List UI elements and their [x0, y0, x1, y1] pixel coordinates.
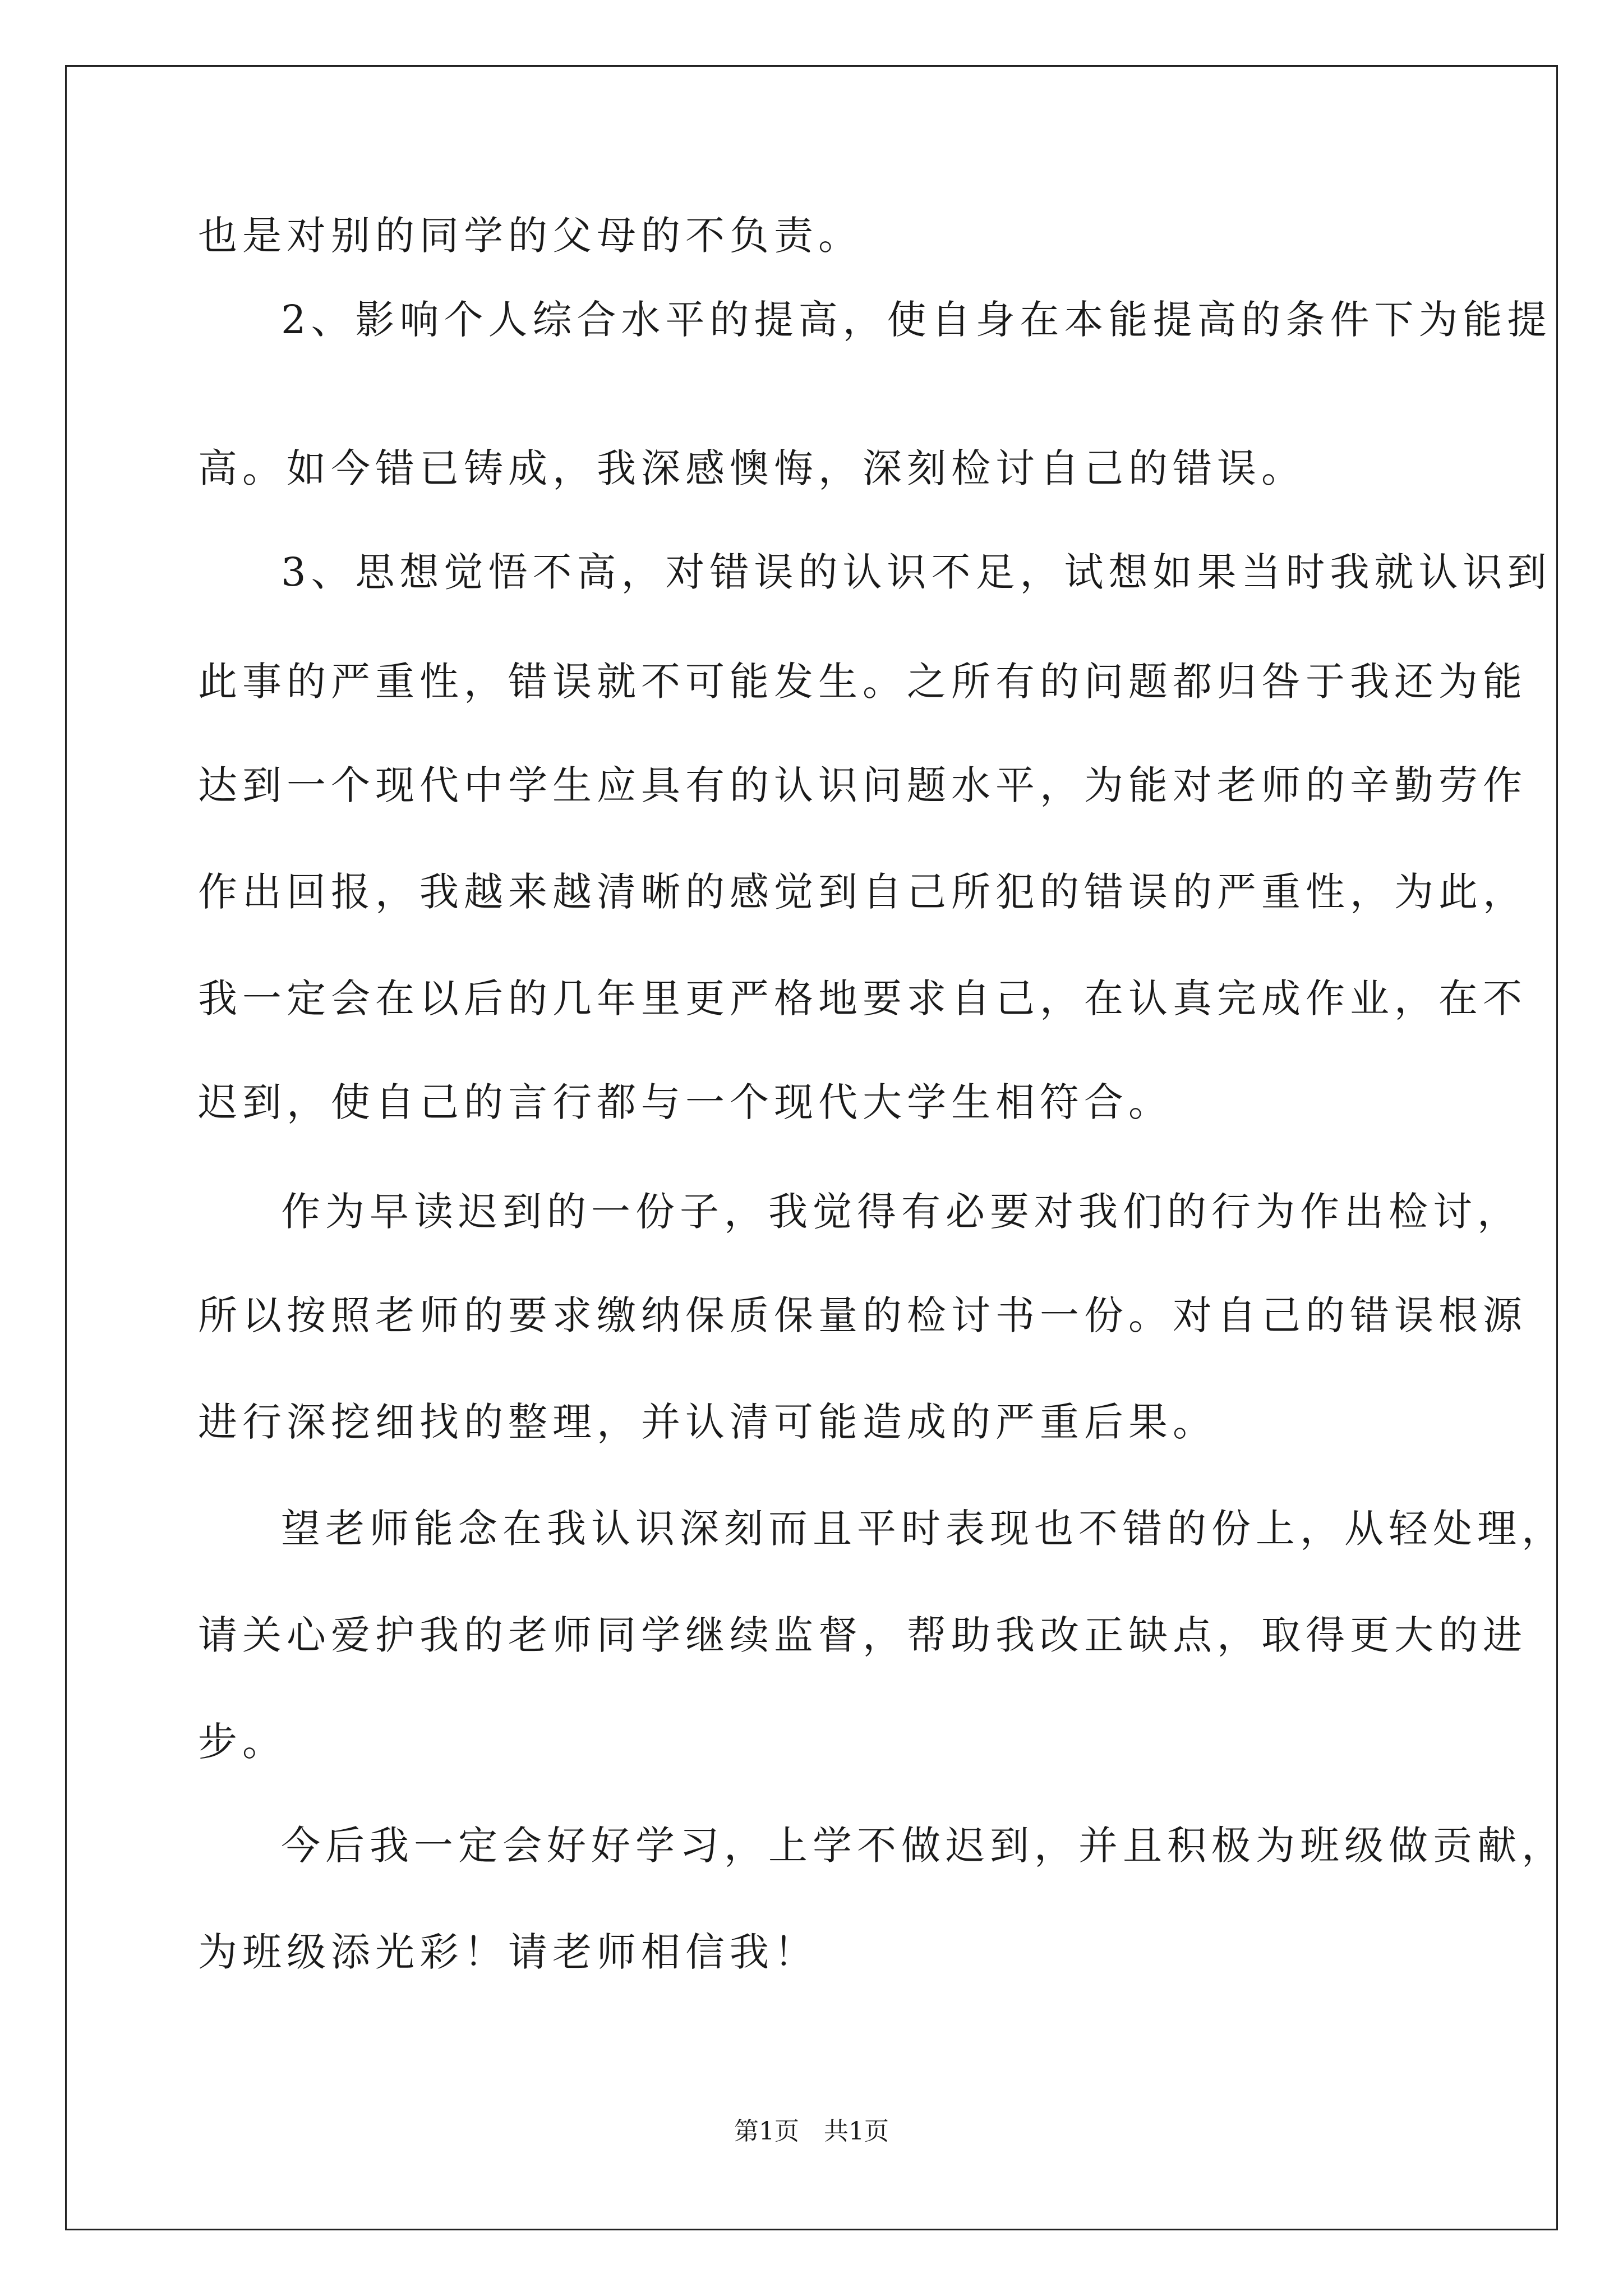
- page-border: [65, 65, 1558, 2230]
- text-line: 迟到，使自己的言行都与一个现代大学生相符合。: [198, 1079, 1173, 1125]
- text-line: 高。如今错已铸成，我深感懊悔，深刻检讨自己的错误。: [198, 445, 1306, 491]
- text-line: 为班级添光彩！请老师相信我！: [198, 1929, 818, 1975]
- text-line: 作出回报，我越来越清晰的感觉到自己所犯的错误的严重性，为此，: [198, 869, 1527, 915]
- text-line: 今后我一定会好好学习，上学不做迟到，并且积极为班级做贡献，: [281, 1823, 1566, 1869]
- text-line: 此事的严重性，错误就不可能发生。之所有的问题都归咎于我还为能: [198, 659, 1527, 705]
- text-line: 我一定会在以后的几年里更严格地要求自己，在认真完成作业，在不: [198, 976, 1527, 1022]
- text-line: 2、影响个人综合水平的提高，使自身在本能提高的条件下为能提: [281, 297, 1552, 343]
- text-line: 请关心爱护我的老师同学继续监督，帮助我改正缺点，取得更大的进: [198, 1612, 1527, 1658]
- text-line: 望老师能念在我认识深刻而且平时表现也不错的份上，从轻处理，: [281, 1506, 1566, 1552]
- text-line: 步。: [198, 1719, 287, 1765]
- text-line: 所以按照老师的要求缴纳保质保量的检讨书一份。对自己的错误根源: [198, 1292, 1527, 1338]
- page-number-footer: 第1页 共1页: [734, 2117, 889, 2146]
- text-line: 作为早读迟到的一份子，我觉得有必要对我们的行为作出检讨，: [281, 1189, 1521, 1235]
- text-line: 进行深挖细找的整理，并认清可能造成的严重后果。: [198, 1399, 1217, 1445]
- text-line: 3、思想觉悟不高，对错误的认识不足，试想如果当时我就认识到: [281, 549, 1552, 595]
- text-line: 也是对别的同学的父母的不负责。: [198, 213, 863, 259]
- text-line: 达到一个现代中学生应具有的认识问题水平，为能对老师的辛勤劳作: [198, 762, 1527, 808]
